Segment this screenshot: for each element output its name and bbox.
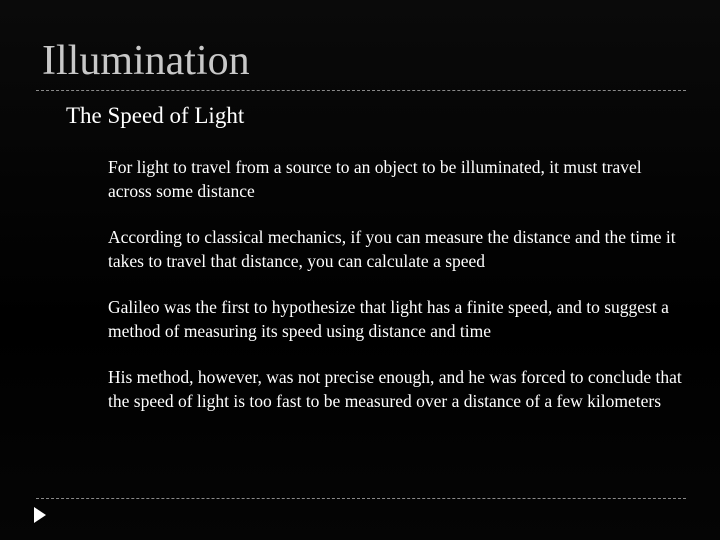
list-item-text: His method, however, was not precise enough, and he was forced to conclude that the speed of light is too fast to be measured over a distance of a few kilometers bbox=[108, 367, 682, 411]
list-item bbox=[86, 155, 686, 203]
title-divider bbox=[36, 90, 686, 91]
list-item bbox=[86, 295, 686, 343]
list-item-text: Galileo was the first to hypothesize that light has a finite speed, and to suggest a method of measuring its speed using distance and time bbox=[108, 297, 669, 341]
heading-text: The Speed of Light bbox=[66, 103, 245, 128]
heading-item bbox=[44, 101, 244, 131]
play-arrow-icon[interactable] bbox=[34, 507, 46, 523]
list-item-text: According to classical mechanics, if you can measure the distance and the time it takes to travel that distance, you can calculate a speed bbox=[108, 227, 676, 271]
footer-divider bbox=[36, 498, 686, 499]
bullet-icon bbox=[86, 365, 108, 366]
list-item bbox=[86, 365, 686, 413]
list-item-text: For light to travel from a source to an object to be illuminated, it must travel across some distance bbox=[108, 157, 642, 201]
bullet-icon bbox=[86, 295, 108, 296]
list-item bbox=[86, 225, 686, 273]
slide-title: Illumination bbox=[42, 38, 250, 84]
bullet-icon bbox=[86, 225, 108, 226]
bullet-icon bbox=[86, 155, 108, 156]
bullet-list bbox=[86, 155, 686, 435]
